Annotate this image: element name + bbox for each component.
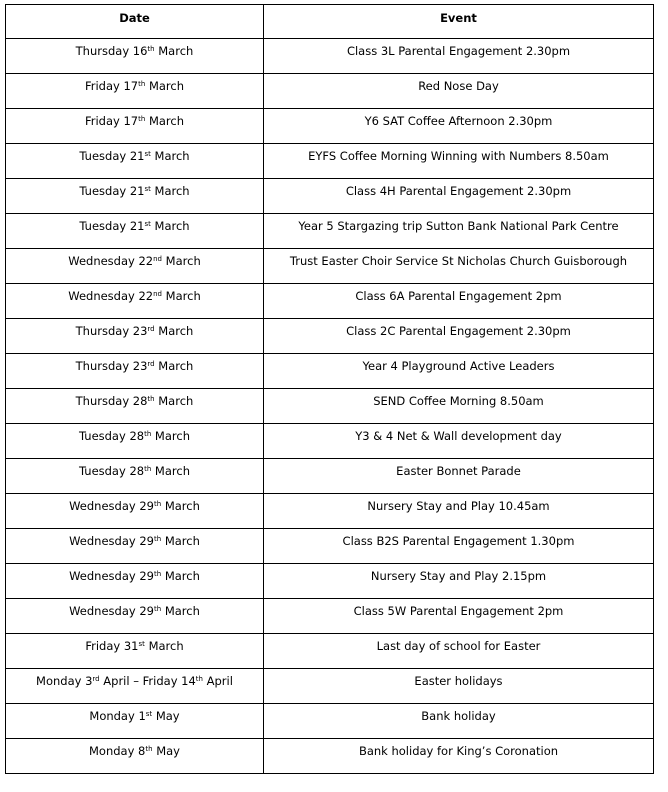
date-text: Friday 31 [85,639,139,653]
date-ordinal-suffix: th [145,745,153,753]
event-cell: Class 5W Parental Engagement 2pm [264,599,654,634]
date-month: March [154,324,194,338]
events-table-body [6,39,654,774]
date-text: Tuesday 28 [79,429,145,443]
date-cell [6,39,264,74]
event-cell: Class B2S Parental Engagement 1.30pm [264,529,654,564]
table-row [6,284,654,319]
date-text: Thursday 23 [75,359,148,373]
event-cell: Y6 SAT Coffee Afternoon 2.30pm [264,109,654,144]
events-table [5,4,654,774]
date-text: Thursday 16 [75,44,148,58]
date-text: Monday 8 [89,744,146,758]
date-text: Thursday 28 [75,394,148,408]
date-text: Monday 1 [89,709,146,723]
date-text: Wednesday 22 [68,254,154,268]
event-cell: Nursery Stay and Play 2.15pm [264,564,654,599]
date-ordinal-suffix: th [153,605,162,613]
date-month: March [162,289,201,303]
date-month: March [145,114,185,128]
date-ordinal-suffix: th [153,535,162,543]
table-row [6,214,654,249]
event-cell: Class 4H Parental Engagement 2.30pm [264,179,654,214]
table-row [6,634,654,669]
date-text: Tuesday 28 [79,464,145,478]
date-cell [6,74,264,109]
date-month: March [161,534,200,548]
date-cell [6,424,264,459]
date-month: March [150,219,190,233]
date-month: March [150,149,190,163]
date-text: Tuesday 21 [79,184,145,198]
table-row [6,704,654,739]
event-cell: Easter holidays [264,669,654,704]
date-ordinal-suffix: th [153,570,162,578]
event-cell: Easter Bonnet Parade [264,459,654,494]
date-cell [6,214,264,249]
date-month: March [151,429,190,443]
table-row [6,109,654,144]
date-ordinal-suffix: th [195,675,203,683]
date-cell [6,634,264,669]
table-row [6,564,654,599]
date-month: March [162,254,201,268]
date-ordinal-suffix: st [144,150,151,158]
date-cell [6,564,264,599]
date-ordinal-suffix: th [147,395,155,403]
date-text: Wednesday 29 [69,499,154,513]
event-column-header: Event [264,5,654,39]
event-cell: EYFS Coffee Morning Winning with Numbers 8.50am [264,144,654,179]
date-cell [6,249,264,284]
table-row [6,424,654,459]
table-row [6,144,654,179]
event-cell: Year 5 Stargazing trip Sutton Bank National Park Centre [264,214,654,249]
table-row [6,74,654,109]
date-month: April [202,674,233,688]
event-cell: Y3 & 4 Net & Wall development day [264,424,654,459]
table-row [6,249,654,284]
date-cell [6,599,264,634]
date-text: Wednesday 22 [68,289,154,303]
date-cell [6,179,264,214]
date-month: March [151,464,190,478]
date-text: Tuesday 21 [79,219,145,233]
header-row [6,5,654,39]
date-ordinal-suffix: st [144,185,151,193]
date-ordinal-suffix: th [138,80,146,88]
date-month: March [154,44,194,58]
event-cell: Trust Easter Choir Service St Nicholas Church Guisborough [264,249,654,284]
date-cell [6,704,264,739]
date-cell [6,529,264,564]
date-cell [6,284,264,319]
date-cell [6,109,264,144]
date-cell [6,494,264,529]
event-cell: Class 2C Parental Engagement 2.30pm [264,319,654,354]
date-month: March [145,79,185,93]
table-row [6,389,654,424]
event-cell: Class 6A Parental Engagement 2pm [264,284,654,319]
date-month: March [144,639,184,653]
table-row [6,739,654,774]
table-row [6,459,654,494]
event-cell: Last day of school for Easter [264,634,654,669]
date-month: March [154,394,194,408]
date-text: Friday 14 [142,674,196,688]
date-text: Friday 17 [84,79,139,93]
date-cell [6,739,264,774]
date-ordinal-suffix: th [144,465,152,473]
table-row [6,354,654,389]
event-cell: Year 4 Playground Active Leaders [264,354,654,389]
date-cell [6,669,264,704]
date-ordinal-suffix: st [138,640,145,648]
date-cell [6,389,264,424]
date-text: Thursday 23 [75,324,148,338]
date-text: Monday 3 [36,674,93,688]
table-row [6,599,654,634]
date-ordinal-suffix: rd [92,675,100,683]
table-row [6,39,654,74]
date-ordinal-suffix: st [144,220,151,228]
date-text: Friday 17 [84,114,139,128]
date-text: Wednesday 29 [69,569,154,583]
date-ordinal-suffix: st [145,710,153,718]
date-cell [6,319,264,354]
date-text: Wednesday 29 [69,534,154,548]
event-cell: Red Nose Day [264,74,654,109]
event-cell: Bank holiday for King’s Coronation [264,739,654,774]
event-cell: Nursery Stay and Play 10.45am [264,494,654,529]
date-ordinal-suffix: nd [153,255,163,263]
date-month: April – [99,674,143,688]
date-text: Wednesday 29 [69,604,154,618]
event-cell: Bank holiday [264,704,654,739]
date-ordinal-suffix: th [147,45,155,53]
date-column-header: Date [6,5,264,39]
table-row [6,319,654,354]
event-cell: Class 3L Parental Engagement 2.30pm [264,39,654,74]
date-month: March [150,184,190,198]
event-cell: SEND Coffee Morning 8.50am [264,389,654,424]
date-ordinal-suffix: rd [147,360,155,368]
date-ordinal-suffix: th [153,500,162,508]
date-month: May [152,744,180,758]
date-month: March [161,604,200,618]
table-row [6,179,654,214]
table-row [6,669,654,704]
table-row [6,529,654,564]
table-row [6,494,654,529]
date-text: Tuesday 21 [79,149,145,163]
date-cell [6,459,264,494]
date-cell [6,354,264,389]
date-month: March [154,359,194,373]
date-ordinal-suffix: nd [153,290,163,298]
date-ordinal-suffix: th [138,115,146,123]
date-cell [6,144,264,179]
date-month: March [161,569,200,583]
date-month: March [161,499,200,513]
date-ordinal-suffix: rd [147,325,155,333]
date-month: May [152,709,180,723]
date-ordinal-suffix: th [144,430,152,438]
